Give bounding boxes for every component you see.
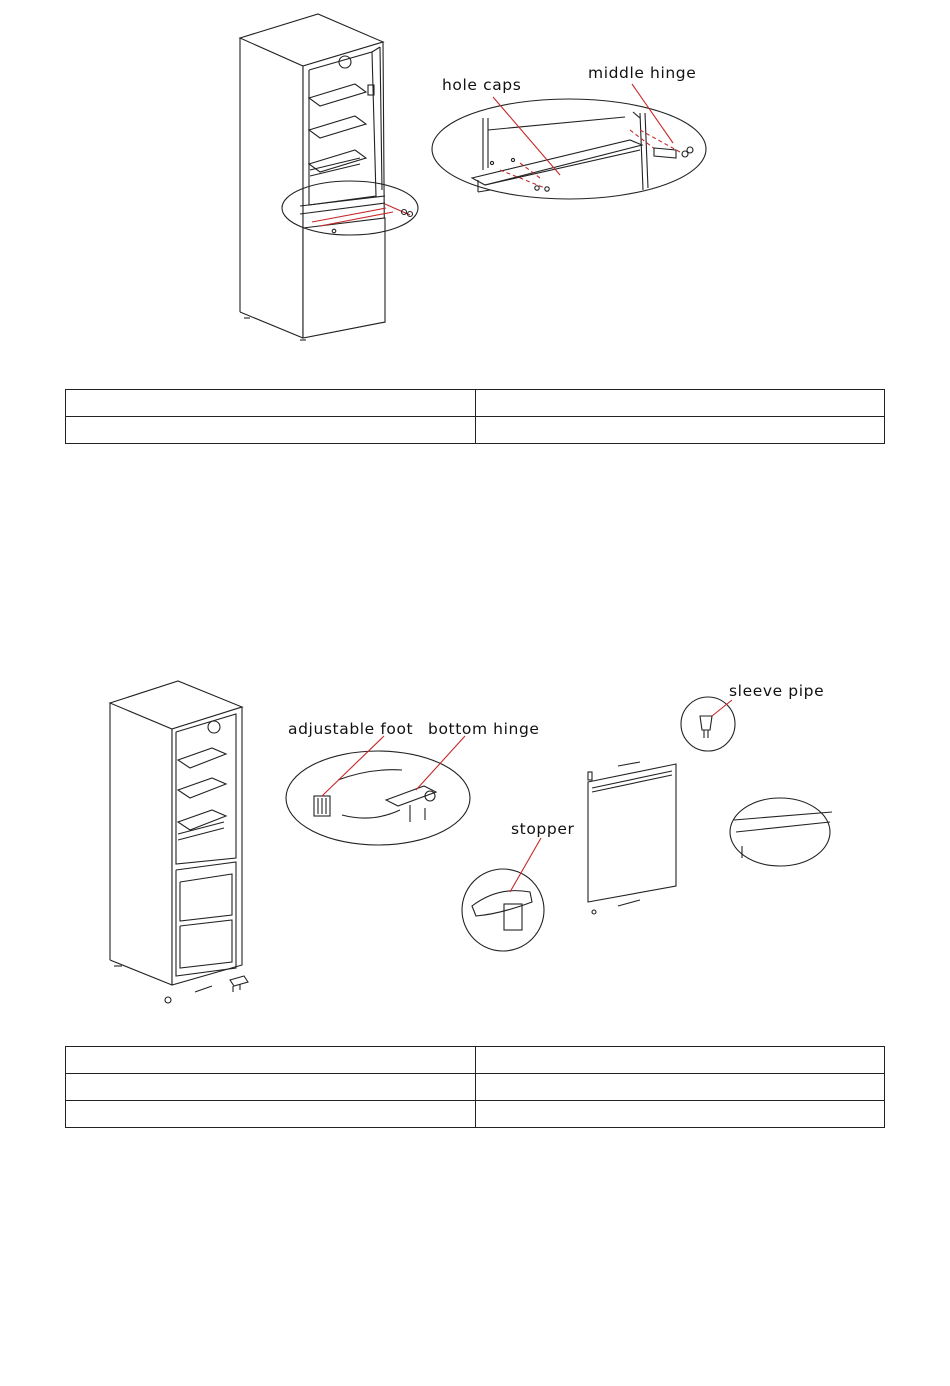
stopper-label: stopper [511,820,575,838]
table-cell [66,1047,476,1074]
middle-hinge-label: middle hinge [588,64,697,82]
bottom-hinge-label: bottom hinge [428,720,540,738]
sleeve-pipe-detail [681,697,735,751]
table-cell [475,1074,885,1101]
table-2 [65,1046,885,1128]
table-row [66,1074,885,1101]
door-illustration [588,762,676,914]
table-cell [66,1074,476,1101]
fridge-illustration-bottom [110,681,248,1003]
hole-caps-label: hole caps [442,76,522,94]
door-top-detail [730,798,832,866]
stopper-detail [462,838,544,951]
table-row [66,1047,885,1074]
adjustable-foot-label: adjustable foot [288,720,414,738]
table-cell [475,1047,885,1074]
table-cell [66,1101,476,1128]
bottom-hinge-detail [286,736,470,845]
table-cell [475,1101,885,1128]
table-row [66,1101,885,1128]
sleeve-pipe-label: sleeve pipe [729,682,825,700]
